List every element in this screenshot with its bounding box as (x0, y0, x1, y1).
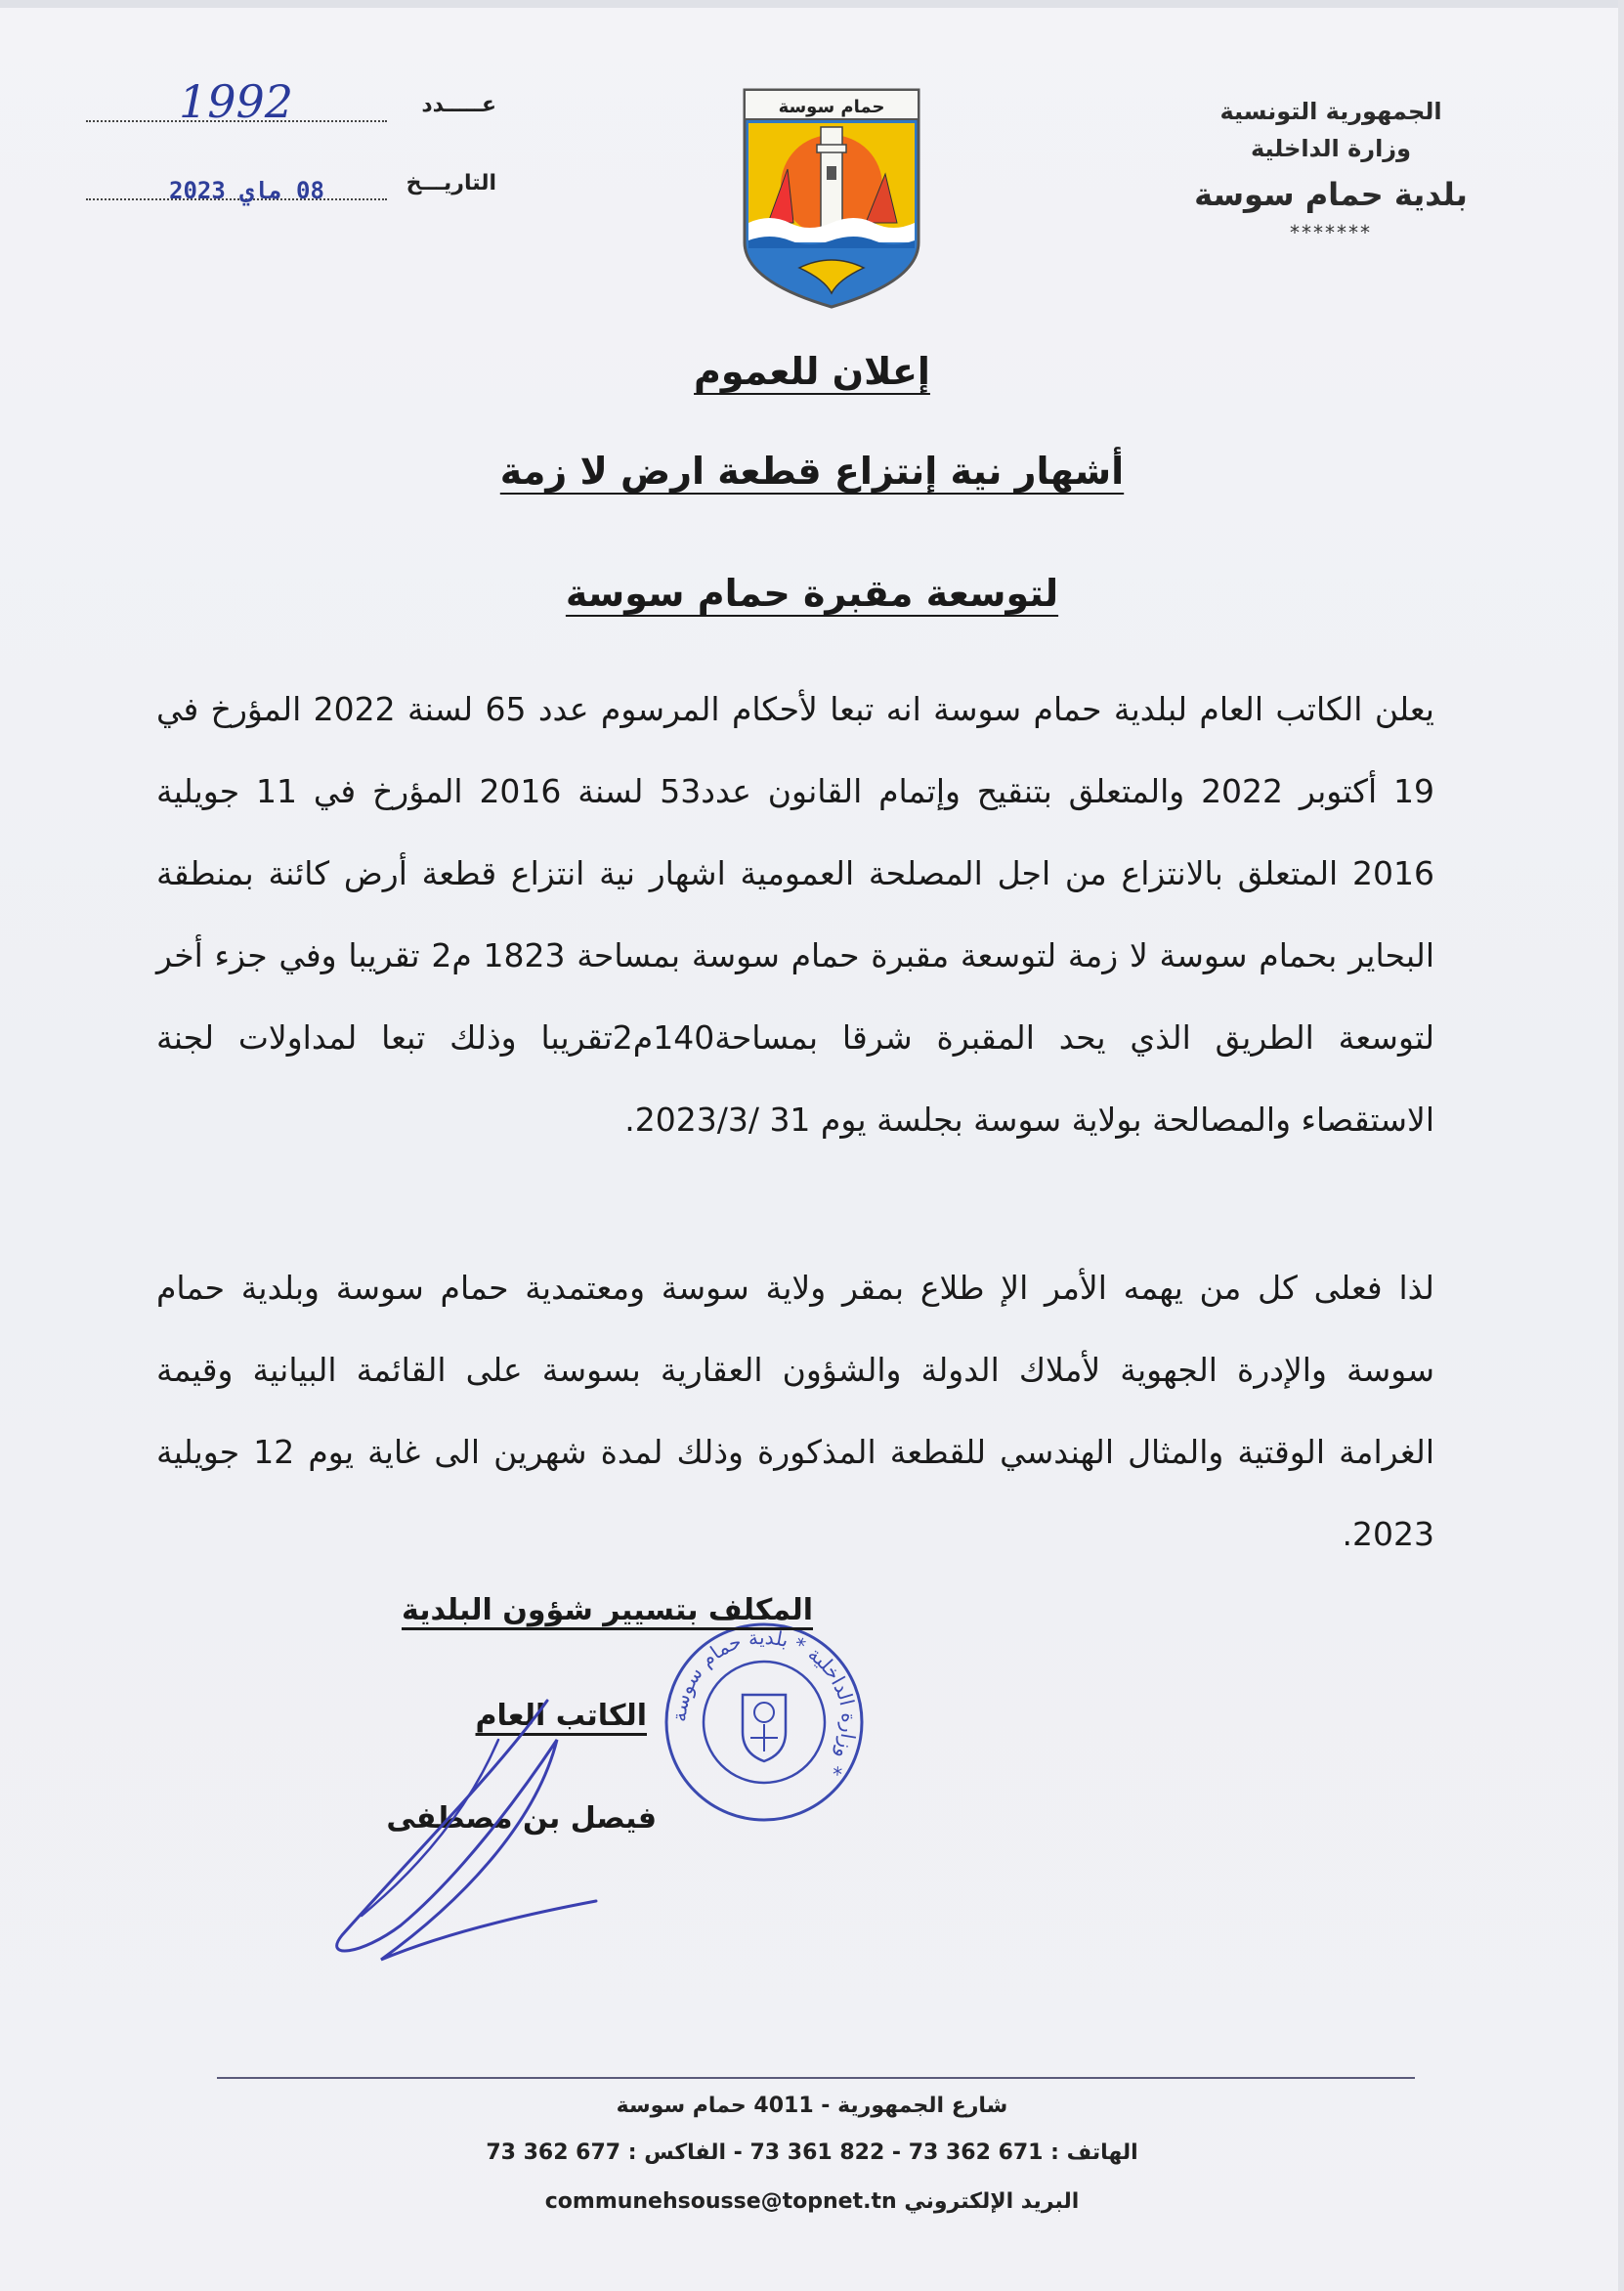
issuer-country: الجمهورية التونسية (1219, 98, 1442, 125)
municipality-logo (741, 76, 922, 311)
issuer-ministry: وزارة الداخلية (1250, 135, 1412, 162)
footer-divider (217, 2077, 1415, 2079)
reference-number-label: عـــــدد (421, 93, 496, 117)
email-label: البريد الإلكتروني (904, 2189, 1080, 2214)
fax-number: 73 362 677 (486, 2140, 621, 2165)
reference-date-row (86, 161, 496, 239)
body-paragraph-2: لذا فعلى كل من يهمه الأمر الإ طلاع بمقر ولاية سوسة ومعتمدية حمام سوسة وبلدية حمام سوسة والإدرة الجهوية لأملاك الدولة والشؤون العقارية بسوسة على القائمة البيانية وقيمة الغرامة الوقتية والمثال الهندسي للقطعة المذكورة وذلك لمدة شهرين الى غاية يوم 12 جويلية 2023. (156, 1269, 1434, 1553)
phone-numbers: 73 361 822 - 73 362 671 (749, 2140, 1044, 2165)
signatory-title: المكلف بتسيير شؤون البلدية (402, 1593, 813, 1627)
logo-text: حمام سوسة (778, 97, 885, 117)
subject-title-line2: لتوسعة مقبرة حمام سوسة (565, 572, 1059, 615)
phone-label: الهاتف : (1050, 2140, 1138, 2165)
issuer-municipality: بلدية حمام سوسة (1194, 176, 1468, 213)
letterhead-issuer (1184, 93, 1477, 247)
scan-edge-top (0, 0, 1624, 8)
reference-number-row (86, 75, 496, 161)
scan-edge-right (1618, 0, 1624, 2291)
footer-contacts (0, 2140, 1624, 2165)
footer-email (0, 2189, 1624, 2214)
issuer-divider: ******* (1290, 221, 1372, 244)
body-paragraph-1: يعلن الكاتب العام لبلدية حمام سوسة انه تبعا لأحكام المرسوم عدد 65 لسنة 2022 المؤرخ في 19 أكتوبر 2022 والمتعلق بتنقيح وإتمام القانون عدد53 لسنة 2016 المؤرخ في 11 جويلية 2016 المتعلق بالانتزاع من اجل المصلحة العمومية اشهار نية انتزاع قطعة أرض كائنة بمنطقة البحاير بحمام سوسة لا زمة لتوسعة مقبرة حمام سوسة بمساحة 1823 م2 تقريبا وفي جزء أخر لتوسعة الطريق الذي يحد المقبرة شرقا بمساحة140م2تقريبا وذلك تبعا لمداولات لجنة الاستقصاء والمصالحة بولاية سوسة بجلسة يوم 31 /2023/3. (156, 690, 1435, 1139)
email-address[interactable]: communehsousse@topnet.tn (544, 2189, 897, 2214)
subject-title-line1: أشهار نية إنتزاع قطعة ارض لا زمة (499, 450, 1125, 493)
handwritten-signature (303, 1681, 616, 1974)
reference-date-value: 08 ماي 2023 (169, 177, 324, 204)
fax-label: - الفاكس : (627, 2140, 743, 2165)
signatory-role: الكاتب العام (475, 1699, 647, 1733)
announcement-title: إعلان للعموم (694, 350, 930, 393)
reference-number-value: 1992 (179, 75, 294, 128)
signatory-name: فيصل بن مصطفى (386, 1801, 657, 1836)
reference-date-label: التاريـــخ (406, 171, 496, 195)
official-seal (657, 1615, 872, 1830)
reference-block (86, 75, 496, 239)
seal-text: وزارة الداخلية * بلدية حمام سوسة * (666, 1624, 862, 1780)
footer-address: شارع الجمهورية - 4011 حمام سوسة (616, 2094, 1008, 2118)
